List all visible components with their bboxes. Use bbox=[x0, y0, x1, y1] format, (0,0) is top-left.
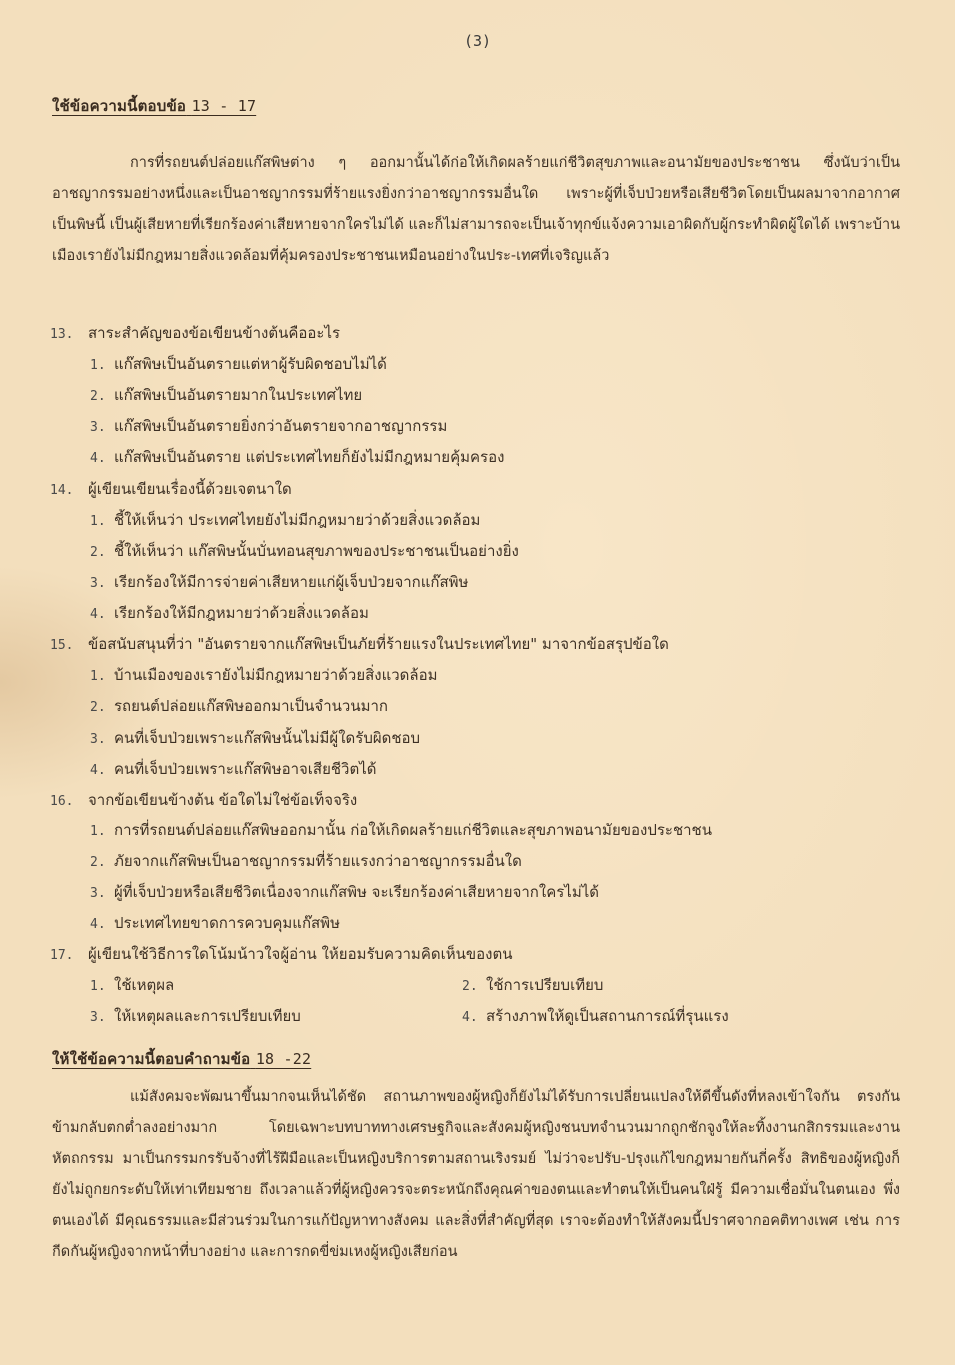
option[interactable] bbox=[90, 665, 438, 687]
heading-range: 18 -22 bbox=[255, 1050, 312, 1068]
question-13 bbox=[50, 323, 340, 345]
option-text: ชี้ให้เห็นว่า ประเทศไทยยังไม่มีกฎหมายว่าด้วยสิ่งแวดล้อม bbox=[114, 511, 481, 529]
option[interactable] bbox=[90, 385, 362, 407]
heading-range: 13 - 17 bbox=[191, 97, 257, 115]
option[interactable] bbox=[90, 696, 388, 718]
option-text: แก๊สพิษเป็นอันตรายยิ่งกว่าอันตรายจากอาชญากรรม bbox=[114, 417, 448, 435]
option-text: คนที่เจ็บป่วยเพราะแก๊สพิษนั้นไม่มีผู้ใดรับผิดชอบ bbox=[114, 729, 421, 747]
option[interactable] bbox=[462, 1006, 729, 1028]
option-text: แก๊สพิษเป็นอันตราย แต่ประเทศไทยก็ยังไม่มีกฎหมายคุ้มครอง bbox=[114, 448, 505, 466]
option[interactable] bbox=[90, 416, 447, 438]
option-number: 2. bbox=[90, 855, 106, 870]
option[interactable] bbox=[90, 354, 387, 376]
option-number: 4. bbox=[90, 917, 106, 932]
section-heading-18-22 bbox=[52, 1047, 311, 1071]
option[interactable] bbox=[90, 447, 504, 469]
question-number: 14. bbox=[50, 483, 74, 498]
option-number: 1. bbox=[90, 514, 106, 529]
option[interactable] bbox=[90, 820, 712, 842]
option[interactable] bbox=[90, 603, 369, 625]
passage-1-text: การที่รถยนต์ปล่อยแก๊สพิษต่าง ๆ ออกมานั้นได้ก่อให้เกิดผลร้ายแก่ชีวิตสุขภาพและอนามัยของประชาชน ซึ่งนับว่าเป็นอาชญากรรมอย่างหนึ่งและเป็นอาชญากรรมที่ร้ายแรงยิ่งกว่าอาชญากรรมอื่นใด เพราะผู้ที่เจ็บป่วยหรือเสียชีวิตโดยเป็นผลมาจากอากาศเป็นพิษนี้ เป็นผู้เสียหายที่เรียกร้องค่าเสียหายจากใครไม่ได้ และก็ไม่สามารถจะเป็นเจ้าทุกข์แจ้งความเอาผิดกับผู้กระทำผิดผู้ใดได้ เพราะบ้านเมืองเรายังไม่มีกฎหมายสิ่งแวดล้อมที่คุ้มครองประชาชนเหมือนอย่างในประ-เทศที่เจริญแล้ว bbox=[52, 155, 900, 264]
option[interactable] bbox=[462, 975, 603, 997]
question-number: 16. bbox=[50, 794, 74, 809]
option-text: ใช้เหตุผล bbox=[114, 976, 175, 994]
option-text: สร้างภาพให้ดูเป็นสถานการณ์ที่รุนแรง bbox=[486, 1007, 729, 1025]
option[interactable] bbox=[90, 975, 174, 997]
question-text: ข้อสนับสนุนที่ว่า "อันตรายจากแก๊สพิษเป็นภัยที่ร้ายแรงในประเทศไทย" มาจากข้อสรุปข้อใด bbox=[88, 635, 669, 653]
question-15 bbox=[50, 634, 669, 656]
option[interactable] bbox=[90, 541, 519, 563]
heading-text: ใช้ข้อความนี้ตอบข้อ bbox=[52, 97, 187, 115]
question-text: สาระสำคัญของข้อเขียนข้างต้นคืออะไร bbox=[88, 324, 341, 342]
passage-1 bbox=[52, 148, 900, 272]
page-number: (3) bbox=[463, 32, 492, 50]
passage-2-text: แม้สังคมจะพัฒนาขึ้นมากจนเห็นได้ชัด สถานภาพของผู้หญิงก็ยังไม่ได้รับการเปลี่ยนแปลงให้ดีขึ้นดังที่หลงเข้าใจกัน ตรงกันข้ามกลับตกต่ำลงอย่างมาก โดยเฉพาะบทบาททางเศรษฐกิจและสังคมผู้หญิงชนบทจำนวนมากถูกชักจูงให้ละทิ้งงานกสิกรรมและงานหัตถกรรม มาเป็นกรรมกรรับจ้างที่ไร้ฝีมือและเป็นหญิงบริการตามสถานเริงรมย์ ไม่ว่าจะปรับ-ปรุงแก้ไขกฎหมายกันกี่ครั้ง สิทธิของผู้หญิงก็ยังไม่ถูกยกระดับให้เท่าเทียมชาย ถึงเวลาแล้วที่ผู้หญิงควรจะตระหนักถึงคุณค่าของตนและทำตนให้เป็นคนใฝ่รู้ มีความเชื่อมั่นในตนเอง พึ่งตนเองได้ มีคุณธรรมและมีส่วนร่วมในการแก้ปัญหาทางสังคม และสิ่งที่สำคัญที่สุด เราจะต้องทำให้สังคมนี้ปราศจากอคติทางเพศ เช่น การกีดกันผู้หญิงจากหน้าที่บางอย่าง และการกดขี่ข่มเหงผู้หญิงเสียก่อน bbox=[52, 1089, 900, 1260]
option-text: แก๊สพิษเป็นอันตรายแต่หาผู้รับผิดชอบไม่ได้ bbox=[114, 355, 387, 373]
question-text: จากข้อเขียนข้างต้น ข้อใดไม่ใช่ข้อเท็จจริง bbox=[88, 791, 358, 809]
section-heading-13-17 bbox=[52, 94, 256, 118]
question-text: ผู้เขียนใช้วิธีการใดโน้มน้าวใจผู้อ่าน ให้ยอมรับความคิดเห็นของตน bbox=[88, 945, 513, 963]
question-17 bbox=[50, 944, 512, 966]
option[interactable] bbox=[90, 572, 468, 594]
option-text: เรียกร้องให้มีกฎหมายว่าด้วยสิ่งแวดล้อม bbox=[114, 604, 369, 622]
option-number: 1. bbox=[90, 979, 106, 994]
heading-text: ให้ใช้ข้อความนี้ตอบคำถามข้อ bbox=[52, 1050, 251, 1068]
option-number: 2. bbox=[462, 979, 478, 994]
option-number: 3. bbox=[90, 576, 106, 591]
option-text: ประเทศไทยขาดการควบคุมแก๊สพิษ bbox=[114, 914, 340, 932]
question-number: 17. bbox=[50, 948, 74, 963]
passage-2 bbox=[52, 1082, 900, 1268]
option-number: 3. bbox=[90, 732, 106, 747]
question-text: ผู้เขียนเขียนเรื่องนี้ด้วยเจตนาใด bbox=[88, 480, 292, 498]
option-text: ชี้ให้เห็นว่า แก๊สพิษนั้นบั่นทอนสุขภาพของประชาชนเป็นอย่างยิ่ง bbox=[114, 542, 519, 560]
option-number: 1. bbox=[90, 358, 106, 373]
option-text: แก๊สพิษเป็นอันตรายมากในประเทศไทย bbox=[114, 386, 363, 404]
option-number: 1. bbox=[90, 824, 106, 839]
option-text: ใช้การเปรียบเทียบ bbox=[486, 976, 604, 994]
option-number: 3. bbox=[90, 420, 106, 435]
question-number: 15. bbox=[50, 638, 74, 653]
option-text: ให้เหตุผลและการเปรียบเทียบ bbox=[114, 1007, 301, 1025]
option-number: 2. bbox=[90, 700, 106, 715]
option-text: รถยนต์ปล่อยแก๊สพิษออกมาเป็นจำนวนมาก bbox=[114, 697, 388, 715]
option-text: ผู้ที่เจ็บป่วยหรือเสียชีวิตเนื่องจากแก๊สพิษ จะเรียกร้องค่าเสียหายจากใครไม่ได้ bbox=[114, 883, 600, 901]
option[interactable] bbox=[90, 510, 480, 532]
option-text: เรียกร้องให้มีการจ่ายค่าเสียหายแก่ผู้เจ็บป่วยจากแก๊สพิษ bbox=[114, 573, 469, 591]
option-number: 4. bbox=[462, 1010, 478, 1025]
option[interactable] bbox=[90, 882, 599, 904]
question-14 bbox=[50, 479, 292, 501]
option-number: 4. bbox=[90, 451, 106, 466]
option-number: 4. bbox=[90, 763, 106, 778]
option[interactable] bbox=[90, 1006, 301, 1028]
option-text: ภัยจากแก๊สพิษเป็นอาชญากรรมที่ร้ายแรงกว่าอาชญากรรมอื่นใด bbox=[114, 852, 522, 870]
option-number: 2. bbox=[90, 389, 106, 404]
option-text: การที่รถยนต์ปล่อยแก๊สพิษออกมานั้น ก่อให้เกิดผลร้ายแก่ชีวิตและสุขภาพอนามัยของประชาชน bbox=[114, 821, 712, 839]
option-number: 3. bbox=[90, 1010, 106, 1025]
question-16 bbox=[50, 790, 357, 812]
option-text: บ้านเมืองของเรายังไม่มีกฎหมายว่าด้วยสิ่งแวดล้อม bbox=[114, 666, 438, 684]
option-number: 1. bbox=[90, 669, 106, 684]
option-number: 4. bbox=[90, 607, 106, 622]
option-text: คนที่เจ็บป่วยเพราะแก๊สพิษอาจเสียชีวิตได้ bbox=[114, 760, 377, 778]
option[interactable] bbox=[90, 759, 377, 781]
option-number: 3. bbox=[90, 886, 106, 901]
option[interactable] bbox=[90, 851, 522, 873]
option-number: 2. bbox=[90, 545, 106, 560]
question-number: 13. bbox=[50, 327, 74, 342]
option[interactable] bbox=[90, 728, 420, 750]
option[interactable] bbox=[90, 913, 340, 935]
